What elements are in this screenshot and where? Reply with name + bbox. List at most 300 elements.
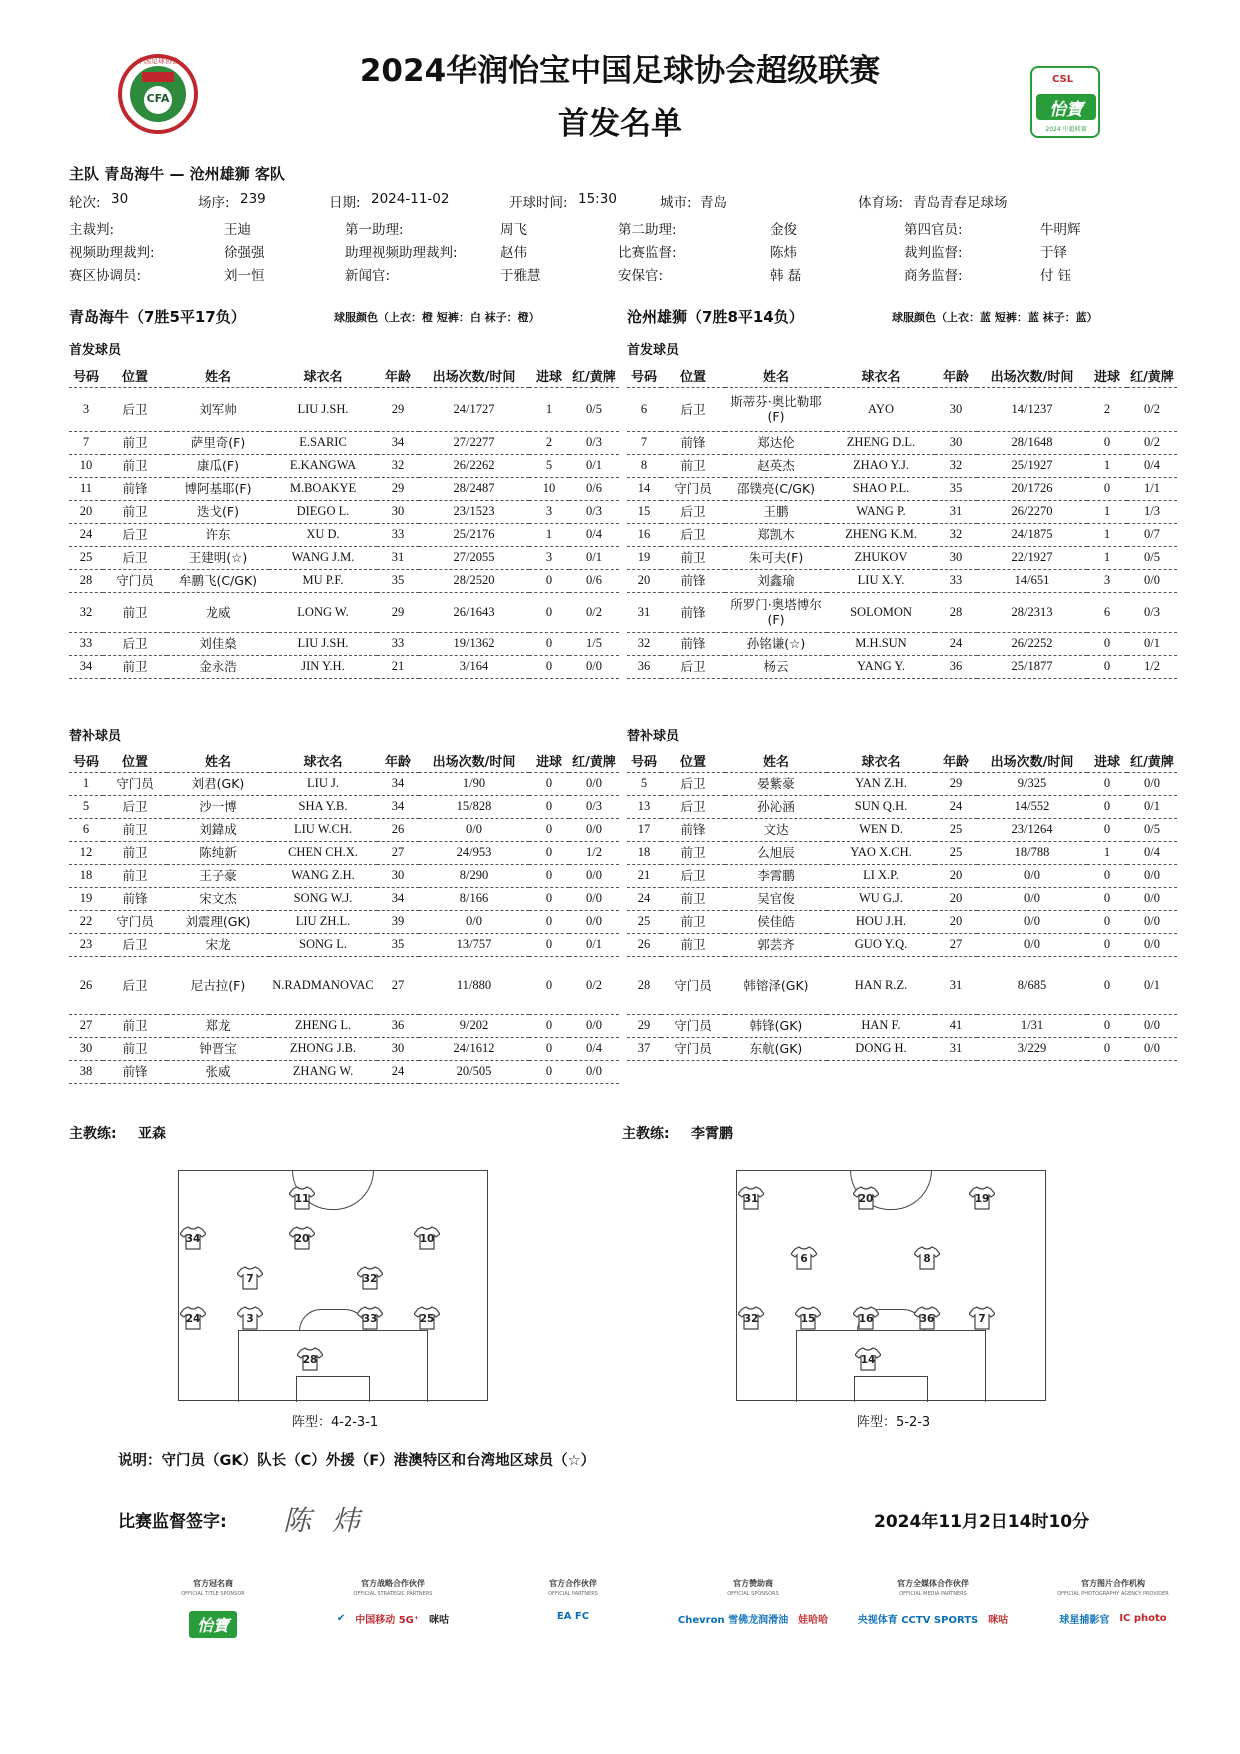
cell-age: 20 (935, 864, 977, 887)
cell-age: 31 (935, 1037, 977, 1060)
cell-position: 后卫 (661, 655, 725, 678)
cell-shirt-name: WEN D. (827, 818, 935, 841)
official-label: 赛区协调员: (69, 268, 142, 284)
table-row (69, 887, 619, 910)
cell-goals: 0 (1087, 910, 1127, 933)
jersey-number: 11 (294, 1193, 310, 1205)
cell-shirt-name: JIN Y.H. (269, 655, 377, 678)
cell-position: 后卫 (103, 546, 167, 569)
cell-apps: 20/1726 (977, 477, 1087, 500)
csl-year: 2024 中超联赛 (1045, 126, 1087, 133)
cell-age: 30 (377, 500, 419, 523)
cell-name: 斯蒂芬·奥比勒耶(F) (725, 387, 827, 431)
table-row (69, 477, 619, 500)
table-row (69, 632, 619, 655)
table-row (69, 500, 619, 523)
cell-number: 26 (627, 933, 661, 956)
sponsor-subtitle: OFFICIAL TITLE SPONSOR (181, 1591, 245, 1597)
cell-position: 后卫 (103, 523, 167, 546)
cell-goals: 0 (529, 864, 569, 887)
cell-goals: 0 (1087, 795, 1127, 818)
cell-age: 29 (377, 477, 419, 500)
page-subtitle: 首发名单 (558, 106, 682, 142)
cell-cards: 0/0 (569, 1014, 619, 1037)
page-title: 2024华润怡宝中国足球协会超级联赛 (359, 53, 881, 89)
sponsor-group (658, 1578, 848, 1626)
cell-position: 前卫 (661, 546, 725, 569)
cell-number: 18 (69, 864, 103, 887)
cell-apps: 8/166 (419, 887, 529, 910)
cell-age: 28 (935, 592, 977, 632)
cell-position: 后卫 (661, 500, 725, 523)
cell-age: 33 (377, 523, 419, 546)
cell-apps: 28/1648 (977, 431, 1087, 454)
cell-name: 刘鑫瑜 (725, 569, 827, 592)
cell-age: 32 (377, 454, 419, 477)
cell-goals: 0 (1087, 1014, 1127, 1037)
cell-shirt-name: LI X.P. (827, 864, 935, 887)
player-jersey-icon (791, 1246, 817, 1270)
cell-number: 33 (69, 632, 103, 655)
cell-cards: 0/0 (1127, 1014, 1177, 1037)
column-header: 年龄 (377, 750, 419, 772)
player-jersey-icon (237, 1266, 263, 1290)
column-header: 球衣名 (827, 365, 935, 387)
cell-apps: 3/229 (977, 1037, 1087, 1060)
cell-shirt-name: LONG W. (269, 592, 377, 632)
signature-label: 比赛监督签字: (118, 1512, 227, 1532)
home-formation-pitch (178, 1170, 488, 1401)
cell-apps: 11/880 (419, 956, 529, 1014)
sponsor-logo: 中国移动 5G⁺ (355, 1615, 420, 1626)
cell-goals: 0 (1087, 933, 1127, 956)
column-header: 红/黄牌 (569, 365, 619, 387)
home-starters-label: 首发球员 (69, 343, 122, 358)
cell-goals: 1 (1087, 500, 1127, 523)
cell-shirt-name: WANG P. (827, 500, 935, 523)
cell-position: 前卫 (103, 818, 167, 841)
cell-number: 32 (627, 632, 661, 655)
jersey-number: 32 (362, 1273, 378, 1285)
cell-apps: 14/1237 (977, 387, 1087, 431)
cell-number: 17 (627, 818, 661, 841)
stadium-label: 体育场: (858, 195, 904, 211)
date-value: 2024-11-02 (371, 191, 450, 207)
cell-cards: 0/1 (1127, 795, 1177, 818)
cell-cards: 0/0 (569, 818, 619, 841)
cell-name: 晏紫豪 (725, 772, 827, 795)
player-jersey-icon (853, 1186, 879, 1210)
cell-number: 15 (627, 500, 661, 523)
cell-age: 35 (935, 477, 977, 500)
cell-goals: 2 (529, 431, 569, 454)
handwritten-signature: 陈 炜 (283, 1504, 366, 1537)
column-header: 进球 (1087, 365, 1127, 387)
cell-position: 守门员 (103, 772, 167, 795)
cell-shirt-name: GUO Y.Q. (827, 933, 935, 956)
cell-number: 14 (627, 477, 661, 500)
cell-position: 前锋 (661, 818, 725, 841)
cell-apps: 9/202 (419, 1014, 529, 1037)
player-jersey-icon (357, 1266, 383, 1290)
table-row (69, 592, 619, 632)
cell-name: 刘军帅 (167, 387, 269, 431)
table-row (627, 910, 1177, 933)
cell-cards: 0/3 (569, 500, 619, 523)
cell-apps: 27/2055 (419, 546, 529, 569)
column-header: 年龄 (935, 365, 977, 387)
cell-position: 后卫 (103, 632, 167, 655)
table-row (69, 546, 619, 569)
home-subs-label: 替补球员 (69, 729, 122, 744)
cell-cards: 1/2 (1127, 655, 1177, 678)
table-row (69, 841, 619, 864)
column-header: 姓名 (167, 365, 269, 387)
cell-position: 前锋 (103, 477, 167, 500)
cell-cards: 0/0 (1127, 864, 1177, 887)
cell-position: 前锋 (103, 887, 167, 910)
player-jersey-icon (414, 1306, 440, 1330)
cell-position: 守门员 (103, 910, 167, 933)
table-row (627, 887, 1177, 910)
cell-cards: 0/0 (569, 655, 619, 678)
cell-shirt-name: M.H.SUN (827, 632, 935, 655)
cell-position: 前卫 (103, 454, 167, 477)
jersey-number: 34 (185, 1233, 201, 1245)
cell-shirt-name: ZHONG J.B. (269, 1037, 377, 1060)
cell-position: 前卫 (103, 592, 167, 632)
cell-number: 25 (69, 546, 103, 569)
table-row (69, 523, 619, 546)
cell-name: 沙一博 (167, 795, 269, 818)
cell-shirt-name: ZHANG W. (269, 1060, 377, 1083)
cell-age: 29 (935, 772, 977, 795)
cell-name: 文达 (725, 818, 827, 841)
table-row (69, 454, 619, 477)
away-formation: 阵型：5-2-3 (857, 1415, 931, 1430)
sponsor-subtitle: OFFICIAL PHOTOGRAPHY AGENCY PROVIDER (1057, 1591, 1169, 1597)
cell-number: 27 (69, 1014, 103, 1037)
table-row (69, 387, 619, 431)
cell-goals: 0 (529, 592, 569, 632)
cell-name: 郑龙 (167, 1014, 269, 1037)
sponsor-logo: 央视体育 CCTV SPORTS (857, 1615, 979, 1626)
table-row (69, 431, 619, 454)
cell-goals: 0 (529, 818, 569, 841)
cell-name: 东航(GK) (725, 1037, 827, 1060)
cell-number: 5 (627, 772, 661, 795)
cell-cards: 0/2 (569, 592, 619, 632)
cell-number: 19 (69, 887, 103, 910)
cell-apps: 8/290 (419, 864, 529, 887)
cell-age: 30 (377, 1037, 419, 1060)
cell-age: 33 (377, 632, 419, 655)
cell-name: 宋文杰 (167, 887, 269, 910)
sponsor-group (478, 1578, 668, 1622)
player-jersey-icon (180, 1226, 206, 1250)
cell-cards: 0/4 (1127, 454, 1177, 477)
cell-number: 29 (627, 1014, 661, 1037)
cell-name: 韩镕泽(GK) (725, 956, 827, 1014)
cell-position: 守门员 (661, 477, 725, 500)
cell-goals: 0 (1087, 477, 1127, 500)
table-row (627, 454, 1177, 477)
sponsor-title: 官方赞助商 (733, 1579, 773, 1588)
cell-apps: 28/2520 (419, 569, 529, 592)
official-name: 牛明辉 (1040, 222, 1081, 238)
cell-apps: 14/552 (977, 795, 1087, 818)
cell-shirt-name: ZHENG K.M. (827, 523, 935, 546)
away-subs-label: 替补球员 (627, 729, 680, 744)
cell-apps: 28/2313 (977, 592, 1087, 632)
cell-apps: 23/1264 (977, 818, 1087, 841)
cell-name: 邵镤亮(C/GK) (725, 477, 827, 500)
table-row (69, 864, 619, 887)
cell-apps: 9/325 (977, 772, 1087, 795)
cell-number: 20 (69, 500, 103, 523)
cell-name: 龙威 (167, 592, 269, 632)
cell-name: 孙铭谦(☆) (725, 632, 827, 655)
csl-brand: 怡寶 (1049, 100, 1083, 120)
table-row (627, 795, 1177, 818)
cell-position: 守门员 (661, 956, 725, 1014)
sponsor-title: 官方全媒体合作伙伴 (897, 1579, 969, 1588)
cell-name: 康瓜(F) (167, 454, 269, 477)
sponsor-logo: EA FC (556, 1611, 590, 1622)
table-row (69, 818, 619, 841)
date-label: 日期: (329, 195, 361, 211)
player-jersey-icon (969, 1306, 995, 1330)
cell-age: 34 (377, 795, 419, 818)
cell-cards: 1/1 (1127, 477, 1177, 500)
cell-name: 郑达伦 (725, 431, 827, 454)
cell-apps: 0/0 (977, 933, 1087, 956)
cell-name: 陈纯新 (167, 841, 269, 864)
cell-shirt-name: LIU X.Y. (827, 569, 935, 592)
cell-cards: 0/4 (569, 1037, 619, 1060)
cell-position: 前卫 (661, 454, 725, 477)
cell-goals: 6 (1087, 592, 1127, 632)
cell-age: 25 (935, 841, 977, 864)
cell-number: 6 (69, 818, 103, 841)
cell-name: 么旭辰 (725, 841, 827, 864)
jersey-number: 31 (743, 1193, 759, 1205)
sponsor-group (838, 1578, 1028, 1626)
cell-cards: 0/0 (569, 772, 619, 795)
cell-apps: 26/2252 (977, 632, 1087, 655)
cell-cards: 0/1 (569, 454, 619, 477)
sponsor-logo: IC photo (1119, 1613, 1167, 1624)
jersey-number: 14 (860, 1354, 876, 1366)
column-header: 姓名 (725, 750, 827, 772)
city-value: 青岛 (700, 195, 727, 211)
cell-position: 后卫 (661, 864, 725, 887)
cell-apps: 24/1875 (977, 523, 1087, 546)
cell-name: 刘鍏成 (167, 818, 269, 841)
table-row (627, 387, 1177, 431)
jersey-number: 36 (919, 1313, 935, 1325)
cell-name: 宋龙 (167, 933, 269, 956)
column-header: 年龄 (377, 365, 419, 387)
csl-mark: CSL (1052, 74, 1074, 85)
cell-position: 后卫 (103, 795, 167, 818)
official-label: 第四官员: (904, 222, 963, 238)
cell-number: 12 (69, 841, 103, 864)
cell-name: 郑凯木 (725, 523, 827, 546)
cell-name: 尼古拉(F) (167, 956, 269, 1014)
player-jersey-icon (289, 1226, 315, 1250)
cell-goals: 0 (529, 655, 569, 678)
table-row (69, 910, 619, 933)
cell-shirt-name: YANG Y. (827, 655, 935, 678)
column-header: 出场次数/时间 (977, 750, 1087, 772)
cell-goals: 0 (529, 1037, 569, 1060)
player-jersey-icon (855, 1347, 881, 1371)
table-row (627, 500, 1177, 523)
cell-apps: 0/0 (977, 887, 1087, 910)
cell-cards: 0/1 (1127, 632, 1177, 655)
column-header: 位置 (661, 365, 725, 387)
cell-goals: 0 (1087, 431, 1127, 454)
cell-position: 后卫 (661, 772, 725, 795)
cell-position: 后卫 (103, 387, 167, 431)
cell-age: 36 (377, 1014, 419, 1037)
player-jersey-icon (795, 1306, 821, 1330)
away-subs-table (627, 750, 1177, 1061)
sponsor-title: 官方图片合作机构 (1081, 1579, 1145, 1588)
cell-name: 金永浩 (167, 655, 269, 678)
cell-shirt-name: ZHUKOV (827, 546, 935, 569)
player-jersey-icon (237, 1306, 263, 1330)
cell-number: 37 (627, 1037, 661, 1060)
cell-name: 王子豪 (167, 864, 269, 887)
column-header: 姓名 (725, 365, 827, 387)
cell-goals: 0 (529, 795, 569, 818)
cell-position: 守门员 (661, 1014, 725, 1037)
cell-cards: 0/1 (569, 546, 619, 569)
cell-position: 后卫 (103, 933, 167, 956)
cell-position: 前卫 (661, 887, 725, 910)
cell-cards: 0/0 (569, 910, 619, 933)
table-row (69, 956, 619, 1014)
sponsor-subtitle: OFFICIAL SPONSORS (727, 1591, 779, 1597)
cell-position: 前卫 (661, 910, 725, 933)
cell-apps: 20/505 (419, 1060, 529, 1083)
signature-datetime: 2024年11月2日14时10分 (874, 1512, 1090, 1532)
player-jersey-icon (914, 1246, 940, 1270)
table-row (627, 431, 1177, 454)
cell-age: 24 (377, 1060, 419, 1083)
cell-apps: 22/1927 (977, 546, 1087, 569)
cell-shirt-name: N.RADMANOVAC (269, 956, 377, 1014)
cell-age: 24 (935, 632, 977, 655)
column-header: 球衣名 (269, 750, 377, 772)
cell-name: 李霄鹏 (725, 864, 827, 887)
home-formation: 阵型：4-2-3-1 (292, 1415, 379, 1430)
cell-age: 39 (377, 910, 419, 933)
cell-position: 前卫 (103, 500, 167, 523)
column-header: 姓名 (167, 750, 269, 772)
cell-goals: 0 (1087, 772, 1127, 795)
cell-shirt-name: SHAO P.L. (827, 477, 935, 500)
jersey-number: 33 (362, 1313, 378, 1325)
cell-number: 34 (69, 655, 103, 678)
sponsor-logo: Chevron 雪佛龙润滑油 (677, 1615, 789, 1626)
table-row (627, 864, 1177, 887)
cell-age: 30 (935, 546, 977, 569)
cell-shirt-name: WANG J.M. (269, 546, 377, 569)
cell-cards: 0/0 (1127, 910, 1177, 933)
table-row (69, 772, 619, 795)
cell-age: 30 (377, 864, 419, 887)
cell-cards: 0/5 (569, 387, 619, 431)
cell-cards: 0/1 (1127, 956, 1177, 1014)
cell-age: 33 (935, 569, 977, 592)
table-row (69, 795, 619, 818)
cell-goals: 0 (529, 933, 569, 956)
cell-apps: 14/651 (977, 569, 1087, 592)
cell-cards: 0/2 (1127, 387, 1177, 431)
official-label: 第二助理: (618, 222, 677, 238)
home-subs-table (69, 750, 619, 1084)
cell-shirt-name: ZHAO Y.J. (827, 454, 935, 477)
cell-age: 34 (377, 772, 419, 795)
cell-shirt-name: LIU W.CH. (269, 818, 377, 841)
official-name: 陈炜 (770, 245, 797, 261)
cell-goals: 1 (529, 523, 569, 546)
cell-apps: 25/1927 (977, 454, 1087, 477)
cell-number: 10 (69, 454, 103, 477)
player-jersey-icon (914, 1306, 940, 1330)
cell-age: 20 (935, 887, 977, 910)
cell-goals: 0 (1087, 864, 1127, 887)
player-jersey-icon (738, 1306, 764, 1330)
cell-apps: 13/757 (419, 933, 529, 956)
column-header: 出场次数/时间 (977, 365, 1087, 387)
cell-age: 31 (377, 546, 419, 569)
cell-cards: 0/4 (1127, 841, 1177, 864)
sponsor-title: 官方战略合作伙伴 (361, 1579, 425, 1588)
cell-cards: 0/4 (569, 523, 619, 546)
cell-shirt-name: M.BOAKYE (269, 477, 377, 500)
cell-apps: 0/0 (977, 910, 1087, 933)
cell-name: 牟鹏飞(C/GK) (167, 569, 269, 592)
official-name: 于铎 (1040, 245, 1067, 261)
cell-number: 36 (627, 655, 661, 678)
cell-shirt-name: HAN R.Z. (827, 956, 935, 1014)
table-row (627, 1037, 1177, 1060)
jersey-number: 20 (858, 1193, 874, 1205)
away-kit-colors: 球服颜色（上衣：蓝 短裤：蓝 袜子：蓝） (892, 311, 1098, 324)
cell-cards: 0/3 (569, 795, 619, 818)
cell-cards: 0/3 (569, 431, 619, 454)
cell-position: 前卫 (103, 864, 167, 887)
sponsor-logo: 球星捕影官 (1059, 1615, 1110, 1626)
cell-cards: 1/3 (1127, 500, 1177, 523)
cell-position: 前卫 (103, 431, 167, 454)
cell-goals: 0 (1087, 887, 1127, 910)
cell-apps: 27/2277 (419, 431, 529, 454)
cell-age: 32 (935, 454, 977, 477)
away-coach-name: 李霄鹏 (691, 1126, 733, 1142)
cell-apps: 25/2176 (419, 523, 529, 546)
jersey-number: 3 (246, 1313, 254, 1325)
cell-name: 迭戈(F) (167, 500, 269, 523)
official-label: 比赛监督: (618, 245, 677, 261)
official-name: 周飞 (500, 222, 527, 238)
cell-name: 赵英杰 (725, 454, 827, 477)
cell-apps: 25/1877 (977, 655, 1087, 678)
